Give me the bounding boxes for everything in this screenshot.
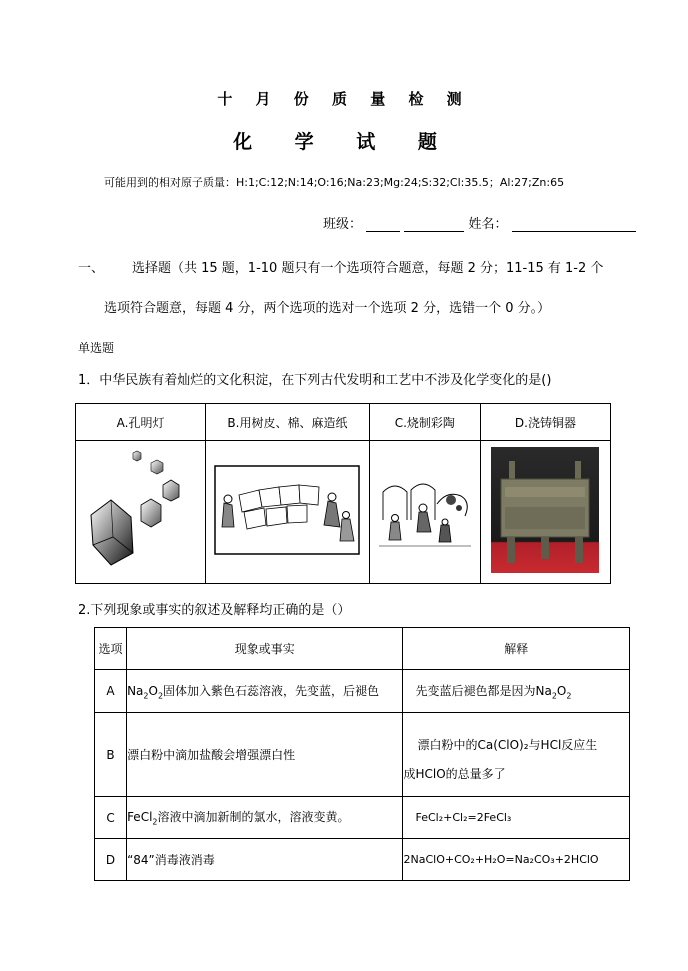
sky-lanterns-illustration: [81, 445, 201, 575]
atomic-masses-note: 可能用到的相对原子质量：H:1;C:12;N:14;O:16;Na:23;Mg:24;S:32;Cl:35.5；Al:27;Zn:65: [104, 176, 565, 189]
question-2-text: 2.下列现象或事实的叙述及解释均正确的是（）: [78, 603, 351, 618]
row-c-label: C: [95, 797, 127, 839]
class-blank-2[interactable]: [404, 217, 464, 232]
header-explanation: 解释: [403, 628, 630, 670]
exam-title: 十 月 份 质 量 检 测: [217, 90, 471, 108]
student-info-row: [323, 213, 636, 232]
subject-title: 化 学 试 题: [233, 131, 455, 153]
option-a-image: [76, 441, 206, 584]
row-b-explanation-line1: 漂白粉中的Ca(ClO)₂与HCl反应生: [417, 737, 598, 752]
papermaking-illustration: [214, 465, 360, 555]
row-c-fact: FeCl$_2$溶液中滴加新制的氯水，溶液变黄。: [127, 797, 403, 839]
option-c-image: [369, 441, 480, 584]
header-fact: 现象或事实: [127, 628, 403, 670]
row-a-explanation: 先变蓝后褪色都是因为$Na_2O_2$: [403, 670, 630, 713]
option-b-label: B.用树皮、棉、麻造纸: [206, 404, 370, 441]
row-d-fact: “84”消毒液消毒: [127, 839, 403, 881]
row-b-explanation-line2: 成HClO的总量多了: [403, 766, 506, 781]
option-a-label: A.孔明灯: [76, 404, 206, 441]
row-b-explanation: [403, 713, 630, 797]
question-1-options-table: [75, 403, 611, 584]
header-option: 选项: [95, 628, 127, 670]
section-instructions-line1: 选择题（共 15 题，1-10 题只有一个选项符合题意，每题 2 分；11-15 有 1-2 个: [132, 261, 604, 276]
option-b-image: [206, 441, 370, 584]
subsection-heading: 单选题: [78, 341, 115, 355]
section-instructions-line2: 选项符合题意，每题 4 分，两个选项的选对一个选项 2 分，选错一个 0 分。）: [104, 301, 551, 316]
class-blank[interactable]: [366, 217, 400, 232]
question-2-table: [94, 627, 630, 881]
bronze-ding-photo: [491, 447, 599, 573]
name-blank[interactable]: [512, 217, 636, 232]
name-label: 姓名：: [468, 217, 508, 232]
option-d-label: D.浇铸铜器: [480, 404, 610, 441]
row-d-label: D: [95, 839, 127, 881]
question-1-text: 1．中华民族有着灿烂的文化积淀，在下列古代发明和工艺中不涉及化学变化的是(): [78, 373, 552, 388]
row-d-explanation: 2NaClO+CO₂+H₂O=Na₂CO₃+2HClO: [403, 839, 630, 881]
row-b-fact: 漂白粉中滴加盐酸会增强漂白性: [127, 713, 403, 797]
row-b-label: B: [95, 713, 127, 797]
row-a-fact: $Na_2O_2$固体加入紫色石蕊溶液，先变蓝，后褪色: [127, 670, 403, 713]
option-d-image: [480, 441, 610, 584]
pottery-kiln-illustration: [375, 460, 475, 560]
row-c-explanation: FeCl₂+Cl₂=2FeCl₃: [403, 797, 630, 839]
class-label: 班级：: [323, 217, 363, 232]
row-a-label: A: [95, 670, 127, 713]
option-c-label: C.烧制彩陶: [369, 404, 480, 441]
section-number: 一、: [78, 261, 105, 276]
